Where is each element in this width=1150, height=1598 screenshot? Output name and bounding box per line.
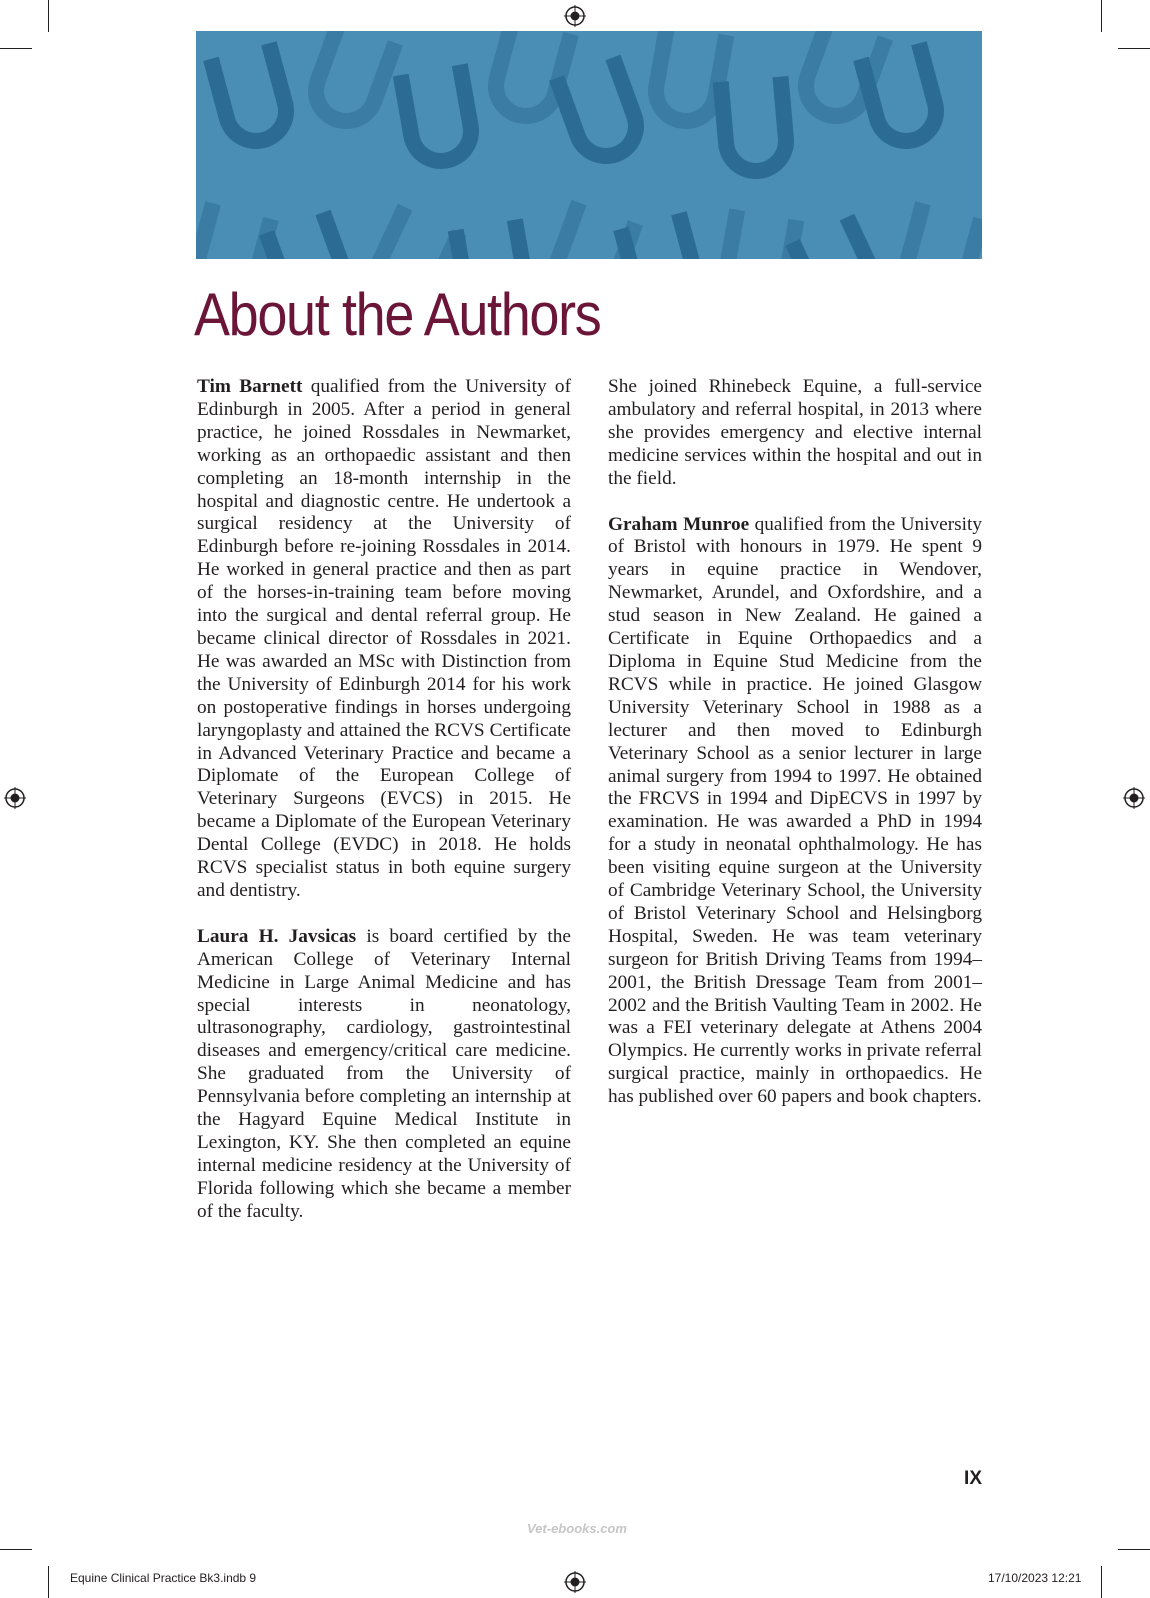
horseshoe-icon xyxy=(203,41,302,157)
crop-mark xyxy=(0,1549,32,1550)
author-bio-continued: She joined Rhinebeck Equine, a full-service ambulatory and referral hospital, in 2013 where she provides emergency and elective internal medicine services within the hospital and out in the field. xyxy=(608,376,982,489)
horseshoe-icon xyxy=(297,31,403,140)
crop-mark xyxy=(48,0,49,32)
registration-mark-icon xyxy=(4,787,26,809)
horseshoe-icon xyxy=(713,76,797,182)
author-name: Graham Munroe xyxy=(608,513,750,535)
author-name: Laura H. Javsicas xyxy=(197,925,357,947)
horseshoe-icon xyxy=(259,210,365,259)
horseshoe-icon xyxy=(889,201,982,259)
page-title: About the Authors xyxy=(194,281,601,348)
author-bio xyxy=(197,926,571,1224)
author-bio xyxy=(608,514,982,1110)
crop-mark xyxy=(1101,0,1102,32)
author-name: Tim Barnett xyxy=(197,376,303,397)
page-number: IX xyxy=(964,1468,982,1489)
horseshoe-icon xyxy=(448,218,540,259)
watermark: Vet-ebooks.com xyxy=(527,1521,627,1536)
horseshoe-pattern xyxy=(196,31,982,259)
print-timestamp: 17/10/2023 12:21 xyxy=(988,1571,1082,1585)
author-bio-text: qualified from the University of Edinburgh in 2005. After a period in general practice, he joined Rossdales in Newmarket, working as an orthopaedic assistant and then completing an 18-month internship in the hospital and diagnostic centre. He undertook a surgical residency at the University of Edinburgh before re-joining Rossdales in 2014. He worked in general practice and then as part of the horses-in-training team before moving into the surgical and dental referral group. He became clinical director of Rossdales in 2021. He was awarded an MSc with Distinction from the University of Edinburgh 2014 for his work on postoperative findings in horses undergoing laryngoplasty and attained the RCVS Certificate in Advanced Veterinary Practice and became a Diplomate of the European College of Veterinary Surgeons (EVCS) in 2015. He became a Diplomate of the European Veterinary Dental College (EVDC) in 2018. He holds RCVS specialist status in both equine surgery and dentistry. xyxy=(197,376,571,901)
author-bio-text: is board certified by the American College of Veterinary Internal Medicine in Large Animal Medicine and has special interests in neonatology, ultrasonography, cardiology, gastrointestinal diseases and emergency/critical care medicine. She graduated from the University of Pennsylvania before completing an internship at the Hagyard Equine Medical Institute in Lexington, KY. She then completed an equine internal medicine residency at the University of Florida following which she became a member of the faculty. xyxy=(197,925,571,1222)
crop-mark xyxy=(1118,48,1150,49)
author-bio xyxy=(197,376,571,903)
horseshoe-icon xyxy=(853,41,952,157)
author-bio-text: qualified from the University of Bristol with honours in 1979. He spent 9 years in equine practice in Wendover, Newmarket, Arundel, and Oxfordshire, and a stud season in New Zealand. He gained a Certificate in Equine Orthopaedics and a Diploma in Equine Stud Medicine from the RCVS while in practice. He joined Glasgow University Veterinary School in 1988 as a lecturer and then moved to Edinburgh Veterinary School as a senior lecturer in large animal surgery from 1994 to 1997. He obtained the FRCVS in 1994 and DipECVS in 1997 by examination. He was awarded a PhD in 1994 for a study in neonatal ophthalmology. He has been visiting equine surgeon at the University of Cambridge Veterinary School, the University of Bristol Veterinary School and Helsingborg Hospital, Sweden. He was team veterinary surgeon for British Driving Teams from 1994–2001, the British Dressage Team from 2001–2002 and the British Vaulting Team in 2002. He was a FEI veterinary delegate at Athens 2004 Olympics. He currently works in private referral surgical practice, mainly in orthopaedics. He has published over 60 papers and book chapters. xyxy=(608,513,983,1108)
header-banner xyxy=(196,31,982,259)
registration-mark-icon xyxy=(1123,787,1145,809)
text-column-right xyxy=(608,376,982,1132)
horseshoe-icon xyxy=(393,63,485,175)
crop-mark xyxy=(0,48,32,49)
crop-mark xyxy=(1101,1566,1102,1598)
registration-mark-icon xyxy=(564,1571,586,1593)
horseshoe-icon xyxy=(785,214,896,259)
file-slug: Equine Clinical Practice Bk3.indb 9 xyxy=(70,1571,257,1585)
crop-mark xyxy=(48,1566,49,1598)
registration-mark-icon xyxy=(564,5,586,27)
crop-mark xyxy=(1118,1549,1150,1550)
horseshoe-icon xyxy=(613,211,712,259)
text-column-left xyxy=(197,376,571,1247)
